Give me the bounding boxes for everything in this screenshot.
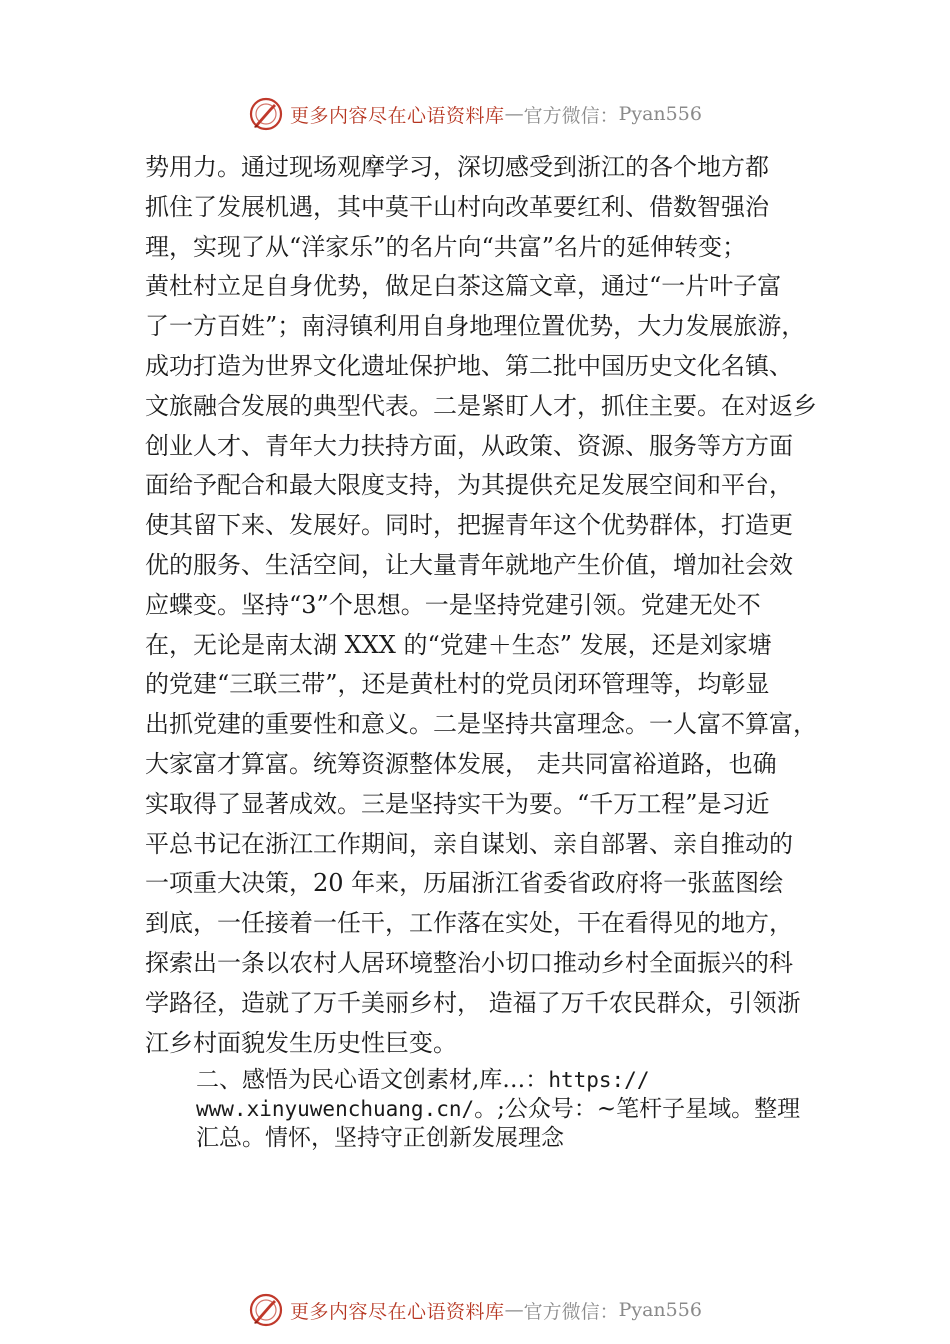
brush-logo-icon [248,1292,284,1328]
banner-separator: — [504,103,524,125]
body-line: 黄杜村立足自身优势，做足白茶这篇文章，通过“一片叶子富 [145,272,782,301]
body-line: 探索出一条以农村人居环境整治小切口推动乡村全面振兴的科 [145,948,793,977]
body-line: 到底，一任接着一任干，工作落在实处，干在看得见的地方， [145,909,793,938]
body-line: 出抓党建的重要性和意义。二是坚持共富理念。一人富不算富， [145,710,817,739]
body-line: 理，实现了从“洋家乐”的名片向“共富”名片的延伸转变； [145,232,747,261]
body-line: 学路径，造就了万千美丽乡村， 造福了万千农民群众，引领浙 [145,988,801,1017]
wechat-id: Pyan556 [618,103,702,125]
heading-line-1 [196,1066,846,1095]
heading-line-2 [196,1095,846,1124]
wechat-label: 官方微信： [523,104,619,127]
heading-url-part-1[interactable]: https:// [548,1068,650,1092]
heading-line-3: 汇总。情怀，坚持守正创新发展理念 [196,1125,564,1151]
body-line: 创业人才、青年大力扶持方面，从政策、资源、服务等方方面 [145,431,793,460]
body-line: 的党建“三联三带”，还是黄杜村的党员闭环管理等，均彰显 [145,670,770,699]
body-line: 江乡村面貌发生历史性巨变。 [145,1028,457,1057]
library-ad-text: 更多内容尽在心语资料库 [290,1300,505,1323]
body-line: 成功打造为世界文化遗址保护地、第二批中国历史文化名镇、 [145,351,793,380]
body-line: 面给予配合和最大限度支持，为其提供充足发展空间和平台， [145,471,793,500]
body-line: 应蝶变。坚持“3”个思想。一是坚持党建引领。党建无处不 [145,590,761,619]
body-line: 一项重大决策，20 年来，历届浙江省委省政府将一张蓝图绘 [145,869,784,898]
footer-banner [0,1290,950,1330]
brush-logo-icon [248,96,284,132]
body-line: 大家富才算富。统筹资源整体发展， 走共同富裕道路，也确 [145,749,777,778]
banner-separator: — [504,1299,524,1321]
body-line: 优的服务、生活空间，让大量青年就地产生价值，增加社会效 [145,550,793,579]
body-line: 在，无论是南太湖 XXX 的“党建＋生态” 发展，还是刘家塘 [145,630,772,659]
header-banner [0,94,950,134]
wechat-id: Pyan556 [618,1299,702,1321]
body-line: 平总书记在浙江工作期间，亲自谋划、亲自部署、亲自推动的 [145,829,793,858]
body-line: 抓住了发展机遇，其中莫干山村向改革要红利、借数智强治 [145,192,769,221]
heading-wechat-note: 。;公众号：~笔杆子星域。整理 [474,1096,801,1122]
body-paragraph [145,148,835,1063]
wechat-label: 官方微信： [523,1300,619,1323]
body-line: 实取得了显著成效。三是坚持实干为要。“千万工程”是习近 [145,789,770,818]
heading-url-part-2[interactable]: www.xinyuwenchuang.cn/ [196,1097,475,1121]
body-line: 了一方百姓”；南浔镇利用自身地理位置优势，大力发展旅游， [145,312,806,341]
section-heading [196,1066,846,1153]
body-line: 使其留下来、发展好。同时，把握青年这个优势群体，打造更 [145,511,793,540]
library-ad-text: 更多内容尽在心语资料库 [290,104,505,127]
body-line: 势用力。通过现场观摩学习，深切感受到浙江的各个地方都 [145,153,769,181]
heading-prefix: 二、感悟为民心语文创素材,库…： [196,1067,549,1093]
body-line: 文旅融合发展的典型代表。二是紧盯人才，抓住主要。在对返乡 [145,391,817,420]
